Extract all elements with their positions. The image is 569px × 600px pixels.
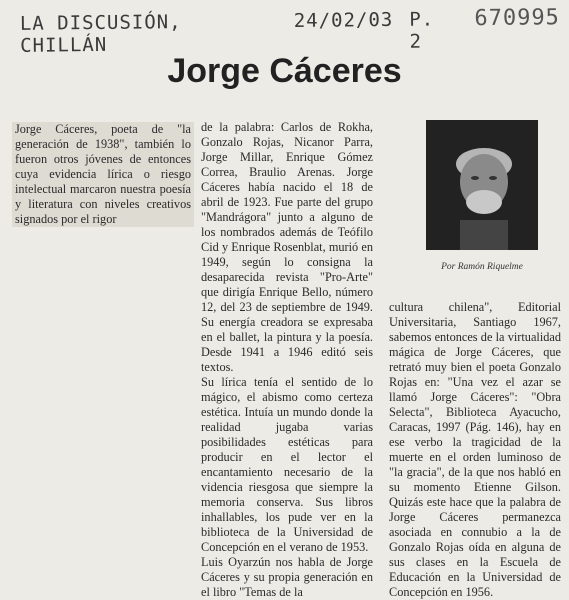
handwritten-date: 24/02/03 — [293, 8, 394, 32]
handwritten-source: LA DISCUSIÓN, CHILLÁN — [19, 11, 182, 57]
article-intro: Jorge Cáceres, poeta de "la generación de 1938", también lo fueron otros jóvenes de entonces cuya evidencia lírica o riesgo intelectual marcaron nuestra poesía y literatura con niveles creativos signados por el rigor — [12, 122, 194, 227]
column-3-paragraph-1: cultura chilena", Editorial Universitaria, Santiago 1967, sabemos entonces de la virtualidad mágica de Jorge Cáceres, que retrató muy bien el poeta Gonzalo Rojas en: "Una vez el azar se llamó Jorge Cáceres": "Obra Selecta", Biblioteca Ayacucho, Caracas, 1997 (Pág. 146), hay en ese verbo la tragicidad de la muerte en el orden luminoso de "la gracia", de la que nos habló en su momento Etienne Gilson. Quizás este hace que la palabra de Jorge Cáceres permanezca asociada en connubio a la de Gonzalo Rojas oída en alguna de sus clases en la Escuela de Educación en la Universidad de Concepción en 1956. — [389, 300, 561, 599]
column-2-paragraph-2: Su lírica tenía el sentido de lo mágico, el abismo como certeza estética. Intuía un mundo donde la realidad jugaba varias posibilidades estéticas para producir en el lector el encantamiento necesario de la videncia riesgosa que siempre la memoria conserva. Sus libros inhallables, los pude ver en la biblioteca de la Universidad de Concepción en el verano de 1953. — [201, 375, 373, 554]
handwritten-page: P. 2 — [409, 8, 435, 53]
article-headline: Jorge Cáceres — [167, 52, 402, 90]
handwritten-annotation — [20, 5, 560, 57]
photo-credit: Por Ramón Riquelme — [441, 262, 523, 272]
column-2-paragraph-3: Luis Oyarzún nos habla de Jorge Cáceres y su propia generación en el libro "Temas de la — [201, 555, 373, 599]
article-column-3 — [389, 300, 561, 600]
article-column-2 — [201, 120, 373, 600]
author-photo — [426, 120, 538, 250]
column-2-paragraph-1: de la palabra: Carlos de Rokha, Gonzalo Rojas, Nicanor Parra, Jorge Millar, Enrique Gómez Correa, Braulio Arenas. Jorge Cáceres había nacido el 18 de abril de 1923. Fue parte del grupo "Mandrágora" junto a alguno de los nombrados además de Teófilo Cid y Enrique Rosenblat, murió en 1949, según lo consigna la desaparecida revista "Pro-Arte" que dirigía Enrique Bello, número 12, del 23 de septiembre de 1949. Su energía creadora se expresaba en el ballet, la pintura y la poesía. Desde 1941 a 1946 editó seis textos. — [201, 120, 373, 374]
handwritten-id: 670995 — [474, 5, 561, 32]
